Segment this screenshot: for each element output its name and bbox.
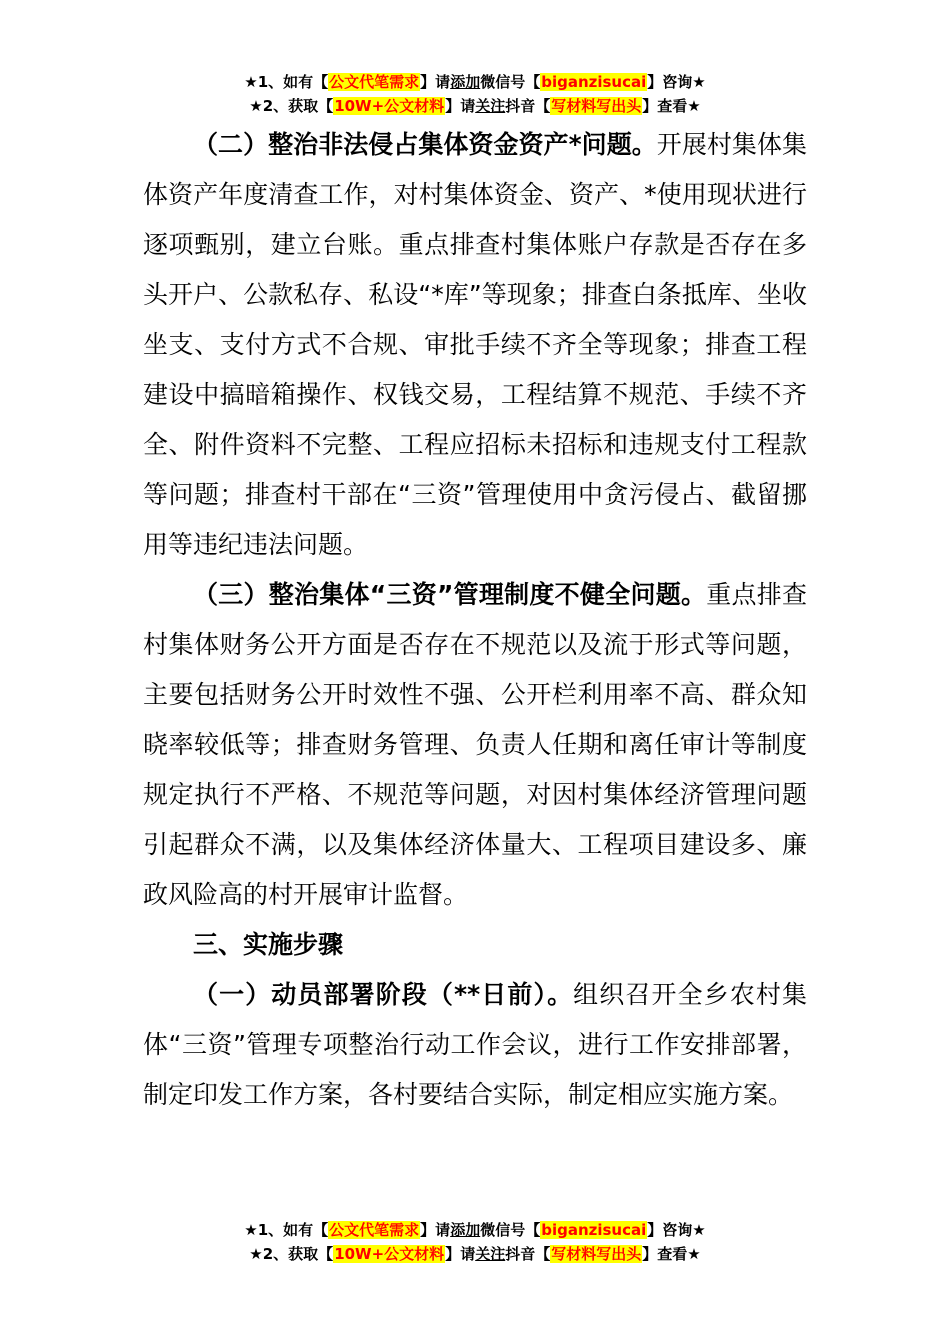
paragraph-lead: （二）整治非法侵占集体资金资产*问题。	[193, 130, 657, 159]
document-body	[143, 120, 807, 1120]
banner-highlight: 公文代笔需求	[329, 1221, 420, 1239]
banner-line-1: ★1、如有【公文代笔需求】请添加微信号【biganzisucai】咨询★	[244, 1221, 706, 1239]
banner-line-1: ★1、如有【公文代笔需求】请添加微信号【biganzisucai】咨询★	[244, 73, 706, 91]
banner-highlight: biganzisucai	[541, 1221, 647, 1239]
paragraph-lead: （一）动员部署阶段（**日前）。	[193, 980, 574, 1009]
section-heading: 三、实施步骤	[193, 930, 344, 959]
paragraph-lead: （三）整治集体“三资”管理制度不健全问题。	[193, 580, 707, 609]
header-banner	[0, 70, 950, 118]
paragraph-management-system	[143, 570, 807, 920]
banner-highlight: 写材料写出头	[551, 1245, 642, 1263]
banner-highlight: 10W+公文材料	[334, 97, 445, 115]
banner-line-2: ★2、获取【10W+公文材料】请关注抖音【写材料写出头】查看★	[249, 1245, 701, 1263]
footer-banner	[0, 1218, 950, 1266]
banner-highlight: 公文代笔需求	[329, 73, 420, 91]
paragraph-text: 重点排查村集体财务公开方面是否存在不规范以及流于形式等问题，主要包括财务公开时效性不强、公开栏利用率不高、群众知晓率较低等；排查财务管理、负责人任期和离任审计等制度规定执行不严格、不规范等问题，对因村集体经济管理问题引起群众不满，以及集体经济体量大、工程项目建设多、廉政风险高的村开展审计监督。	[143, 580, 807, 909]
paragraph-text: 开展村集体集体资产年度清查工作，对村集体资金、资产、*使用现状进行逐项甄别，建立台账。重点排查村集体账户存款是否存在多头开户、公款私存、私设“*库”等现象；排查白条抵库、坐收坐支、支付方式不合规、审批手续不齐全等现象；排查工程建设中搞暗箱操作、权钱交易，工程结算不规范、手续不齐全、附件资料不完整、工程应招标未招标和违规支付工程款等问题；排查村干部在“三资”管理使用中贪污侵占、截留挪用等违纪违法问题。	[143, 130, 807, 559]
banner-line-2: ★2、获取【10W+公文材料】请关注抖音【写材料写出头】查看★	[249, 97, 701, 115]
banner-highlight: 10W+公文材料	[334, 1245, 445, 1263]
banner-highlight: biganzisucai	[541, 73, 647, 91]
paragraph-mobilization	[143, 970, 807, 1120]
banner-highlight: 写材料写出头	[551, 97, 642, 115]
paragraph-funds-assets	[143, 120, 807, 570]
paragraph-text: 组织召开全乡农村集体“三资”管理专项整治行动工作会议，进行工作安排部署，制定印发工作方案，各村要结合实际，制定相应实施方案。	[143, 980, 807, 1109]
